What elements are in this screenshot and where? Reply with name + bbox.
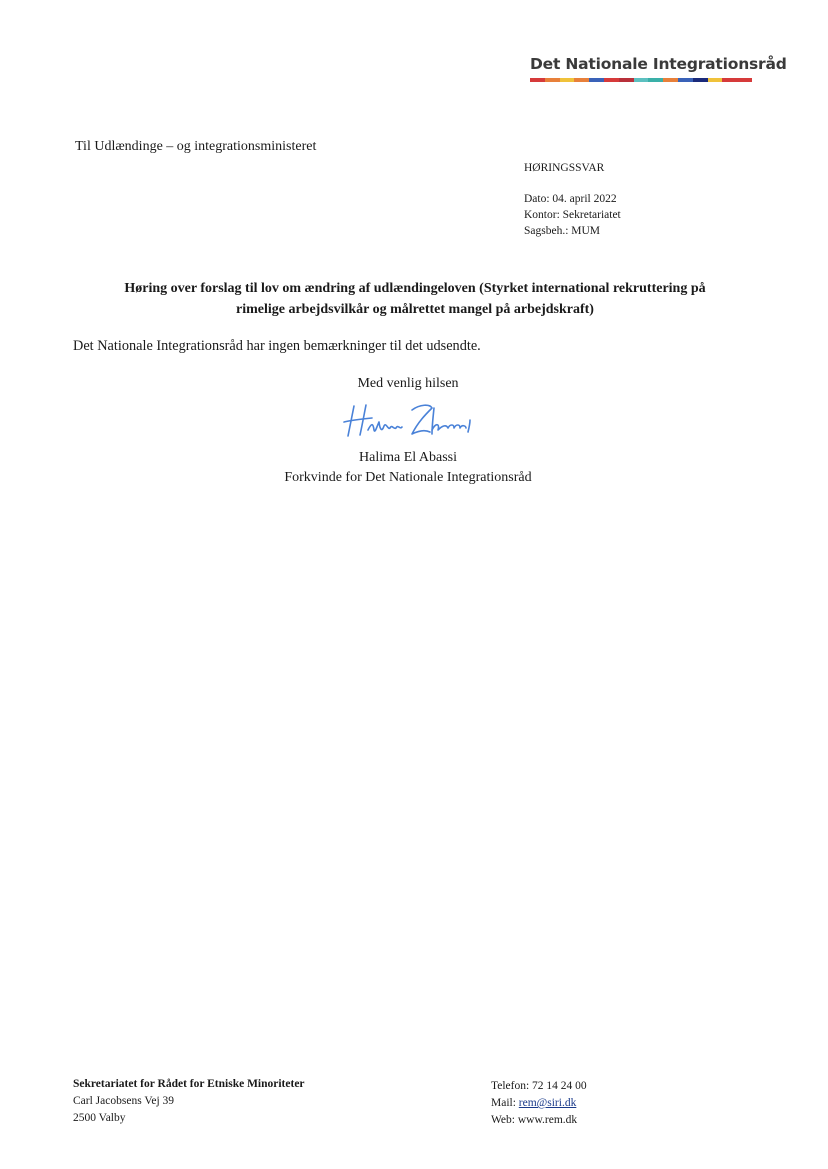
footer-contact — [491, 1078, 587, 1129]
signer-title: Forkvinde for Det Nationale Integrationsråd — [284, 470, 532, 485]
subject-heading — [90, 278, 740, 320]
subject-line-2: rimelige arbejdsvilkår og målrettet mangel på arbejdskraft) — [236, 302, 594, 317]
subject-line-1: Høring over forslag til lov om ændring af udlændingeloven (Styrket international rekruttering på — [124, 281, 706, 296]
footer-phone: Telefon: 72 14 24 00 — [491, 1080, 587, 1092]
logo-bar-segment — [619, 78, 634, 82]
logo-bar-segment — [708, 78, 723, 82]
signer-block — [248, 448, 568, 488]
logo-bar-segment — [648, 78, 663, 82]
footer-mail-label: Mail: — [491, 1097, 519, 1109]
document-date: Dato: 04. april 2022 — [524, 193, 617, 205]
footer-street: Carl Jacobsens Vej 39 — [73, 1095, 175, 1107]
footer-mail-line — [491, 1095, 587, 1112]
organization-logo — [530, 55, 787, 82]
logo-bar-segment — [693, 78, 708, 82]
footer-mail-link[interactable]: rem@siri.dk — [518, 1097, 577, 1109]
logo-wordmark: Det Nationale Integrationsråd — [530, 55, 787, 73]
signer-name: Halima El Abassi — [359, 450, 457, 465]
logo-bar-segment — [678, 78, 693, 82]
logo-bar-segment — [604, 78, 619, 82]
handwritten-signature — [340, 400, 480, 440]
closing-greeting: Med venlig hilsen — [357, 376, 459, 391]
footer-organization: Sekretariatet for Rådet for Etniske Minoriteter — [73, 1078, 305, 1090]
document-meta — [524, 160, 621, 239]
logo-bar-segment — [530, 78, 545, 82]
logo-bar-segment — [737, 78, 752, 82]
recipient-line: Til Udlændinge – og integrationsministeret — [75, 139, 317, 154]
document-type: HØRINGSSVAR — [524, 162, 605, 174]
body-paragraph: Det Nationale Integrationsråd har ingen bemærkninger til det udsendte. — [73, 338, 481, 354]
document-handler: Sagsbeh.: MUM — [524, 225, 601, 237]
logo-bar-segment — [589, 78, 604, 82]
logo-bar-segment — [634, 78, 649, 82]
logo-bar-segment — [545, 78, 560, 82]
footer-city: 2500 Valby — [73, 1112, 126, 1124]
logo-bar-segment — [574, 78, 589, 82]
footer-web: Web: www.rem.dk — [491, 1114, 578, 1126]
logo-bar-segment — [560, 78, 575, 82]
logo-bar-segment — [722, 78, 737, 82]
logo-bar-segment — [663, 78, 678, 82]
footer-address — [73, 1076, 305, 1127]
logo-color-bar — [530, 78, 752, 82]
document-office: Kontor: Sekretariatet — [524, 209, 621, 221]
